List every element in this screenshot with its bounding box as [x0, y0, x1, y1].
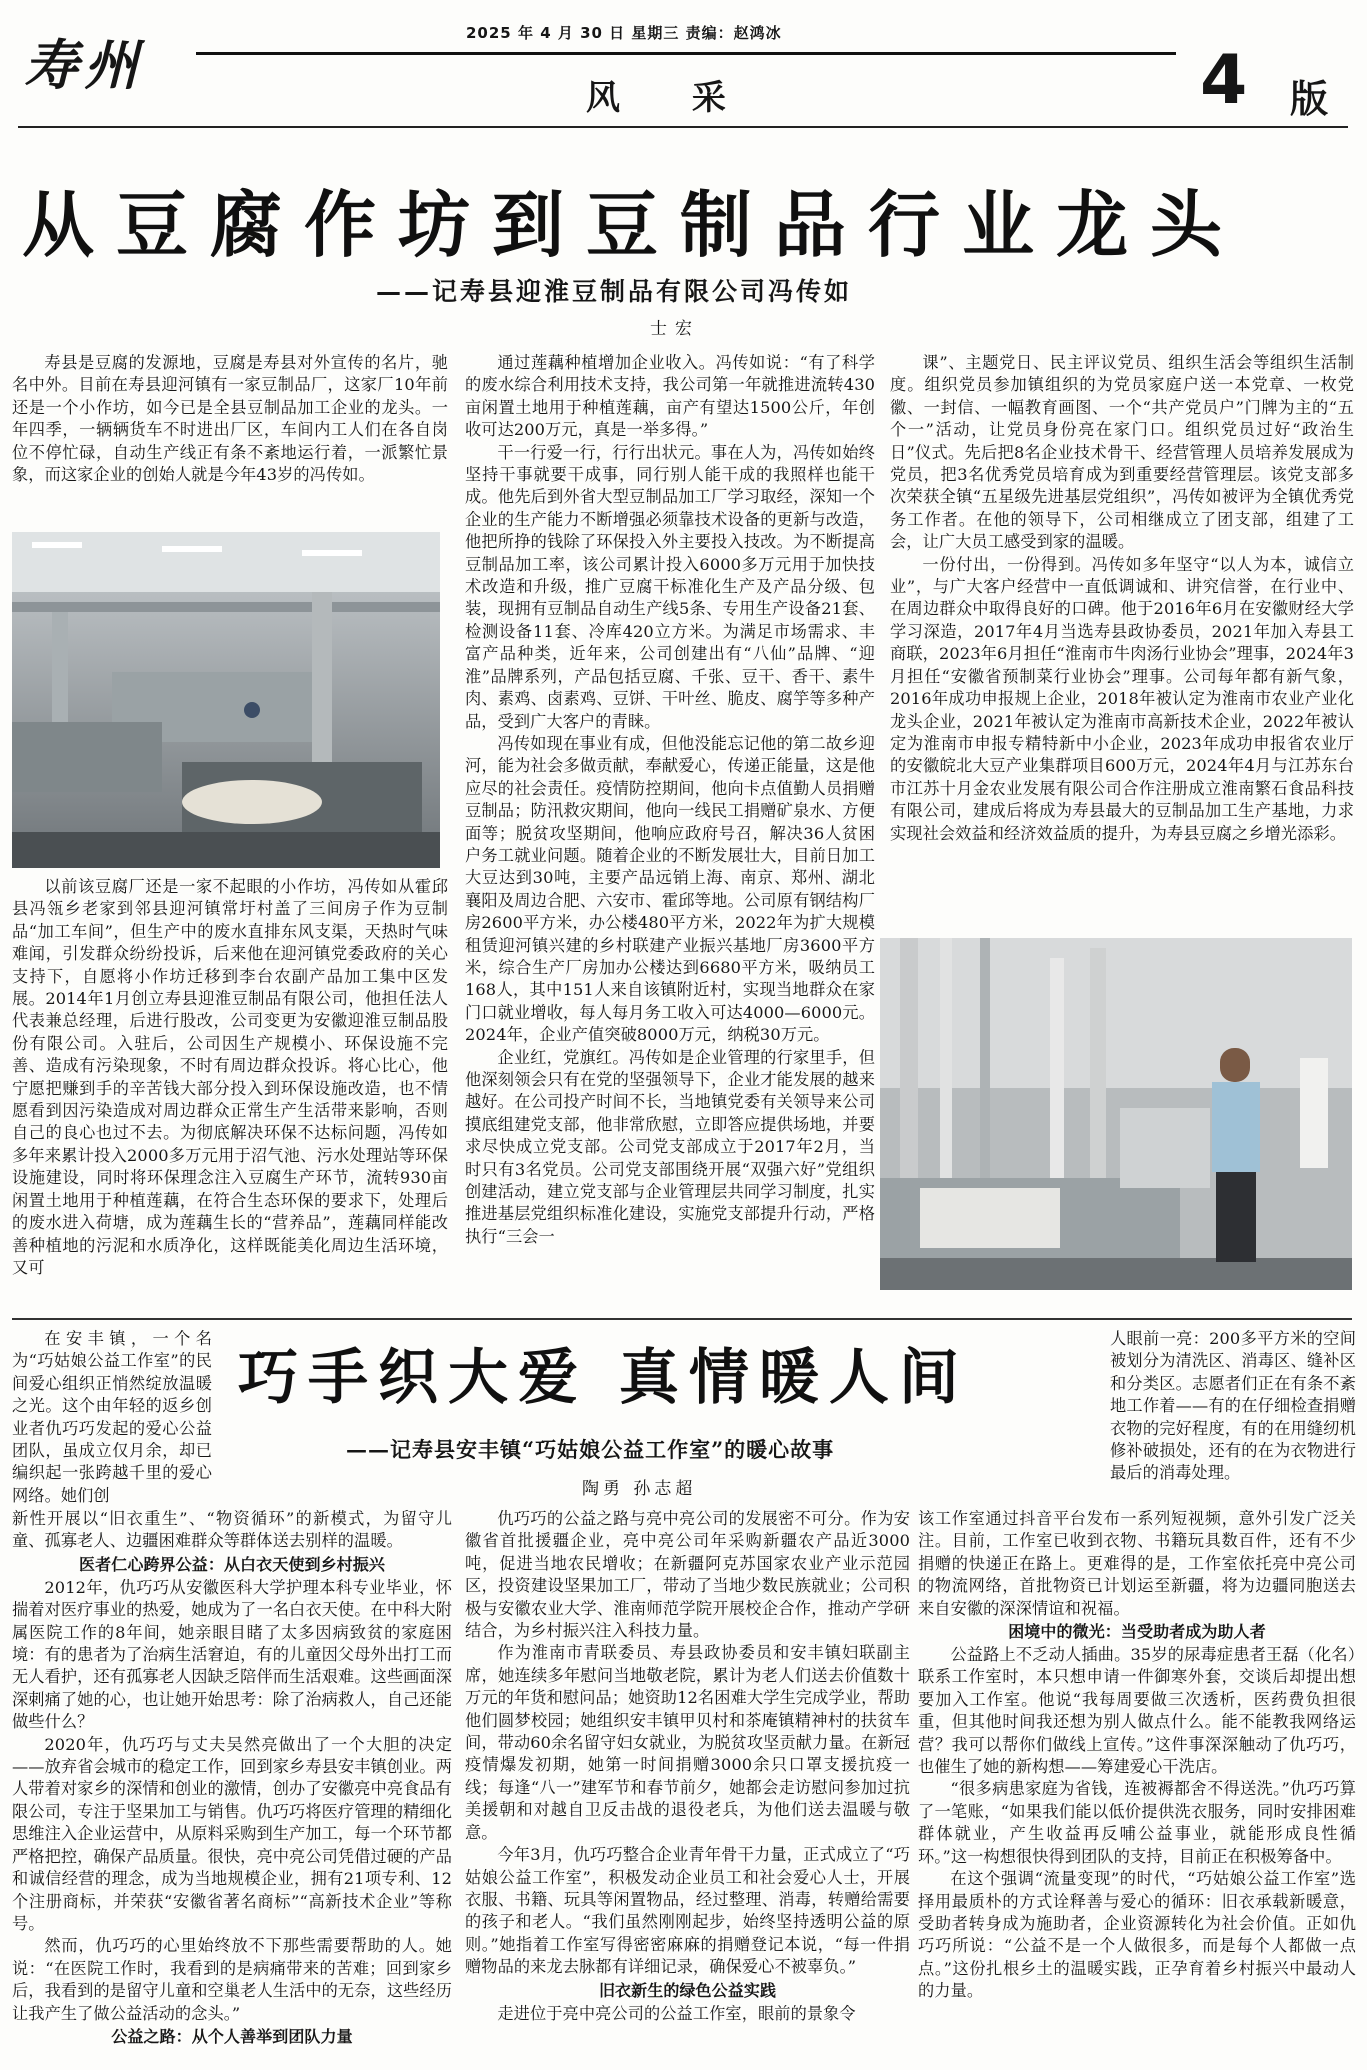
page-number: 4 [1200, 41, 1248, 120]
factory-photo-image [12, 532, 440, 868]
article2-title: 巧手织大爱 真情暖人间 [238, 1343, 969, 1413]
subheading: 旧衣新生的绿色公益实践 [598, 1980, 777, 2000]
paragraph: 作为淮南市青联委员、寿县政协委员和安丰镇妇联副主席，她连续多年慰问当地敬老院，累计为老人们送去价值数十万元的年货和慰问品；她资助12名困难大学生完成学业，帮助他们圆梦校园；她组织安丰镇甲贝村和茶庵镇精神村的扶贫车间，带动60余名留守妇女就业，为脱贫攻坚贡献力量。在新冠疫情爆发初期，她第一时间捐赠3000余只口罩支援抗疫一线；每逢“八一”建军节和春节前夕，她都会走访慰问参加过抗美援朝和对越自卫反击战的退役老兵，为他们送去温暖与敬意。 [465, 1643, 910, 1842]
paragraph: 然而，仇巧巧的心里始终放不下那些需要帮助的人。她说：“在医院工作时，我看到的是病痛带来的苦难；回到家乡后，我看到的是留守儿童和空巢老人生活中的无奈，这些经历让我产生了做公益活动的念头。” [12, 1936, 452, 2023]
paragraph: 以前该豆腐厂还是一家不起眼的小作坊，冯传如从霍邱县冯瓴乡老家到邻县迎河镇常圩村盖了三间房子作为豆制品“加工车间”，但生产中的废水直排东风支渠，天热时气味难闻，引发群众纷纷投诉，后来他在迎河镇党委政府的关心支持下，自愿将小作坊迁移到李台农副产品加工集中区发展。2014年1月创立寿县迎淮豆制品有限公司，他担任法人代表兼总经理，后进行股改，公司变更为安徽迎淮豆制品股份有限公司。入驻后，公司因生产规模小、环保设施不完善、造成有污染现象，不时有周边群众投诉。将心比心，他宁愿把赚到手的辛苦钱大部分投入到环保设施改造，也不情愿看到因污染造成对周边群众正常生产生活带来影响，否则自己的良心也过不去。为彻底解决环保不达标问题，冯传如多年来累计投入2000多万元用于沼气池、污水处理站等环保设施建设，同时将环保理念注入豆腐生产环节，流转930亩闲置土地用于种植莲藕，在符合生态环保的要求下，处理后的废水进入荷塘，成为莲藕生长的“营养品”，莲藕同样能改善种植地的污泥和水质净化，这样既能美化周边生活环境，又可 [12, 877, 448, 1277]
article1-author: 士宏 [650, 319, 700, 339]
article1-col1-top [12, 352, 448, 530]
paragraph: 一份付出，一份得到。冯传如多年坚守“以人为本，诚信立业”，与广大客户经营中一直低调诚和、讲究信誉，在行业中、在周边群众中取得良好的口碑。他于2016年6月在安徽财经大学学习深造，2017年4月当选寿县政协委员，2021年加入寿县工商联，2023年6月担任“淮南市牛肉汤行业协会”理事，2024年3月担任“安徽省预制菜行业协会”理事。公司每年都有新气象，2016年成功申报规上企业，2018年被认定为淮南市农业产业化龙头企业，2021年被认定为淮南市高新技术企业，2022年被认定为淮南市申报专精特新中小企业，2023年成功申报省农业厅的安徽皖北大豆产业集群项目600万元，2024年4月与江苏东台市江苏十月金农业发展有限公司合作注册成立淮南繁石食品科技有限公司，建成后将成为寿县最大的豆制品加工生产基地，力求实现社会效益和经济效益质的提升，为寿县豆腐之乡增光添彩。 [890, 554, 1354, 843]
article2-col2 [465, 1508, 910, 2064]
masthead-rule [196, 52, 1176, 55]
article1-col2 [465, 352, 875, 1310]
article1-col1-bottom [12, 876, 448, 1310]
paragraph: 干一行爱一行，行行出状元。事在人为，冯传如始终坚持干事就要干成事，同行别人能干成的我照样也能干成。他先后到外省大型豆制品加工厂学习取经，深知一个企业的生产能力不断增强必须靠技术设备的更新与改造，他把所挣的钱除了环保投入外主要投入技改。为不断提高豆制品加工率，该公司累计投入6000多万元用于加快技术改造和升级，推广豆腐干标准化生产及产品分级、包装，现拥有豆制品自动生产线5条、专用生产设备21套、检测设备11套、冷库420立方米。为满足市场需求、丰富产品种类，近年来，公司创建出有“八仙”品牌、“迎淮”品牌系列，产品包括豆腐、千张、豆干、香干、素牛肉、素鸡、卤素鸡、豆饼、干叶丝、脆皮、腐竽等多种产品，受到广大客户的青睐。 [465, 442, 875, 731]
article2-author: 陶勇 孙志超 [582, 1479, 697, 1499]
paragraph: 该工作室通过抖音平台发布一系列短视频，意外引发广泛关注。目前，工作室已收到衣物、书籍玩具数百件，还有不少捐赠的快递正在路上。更难得的是，工作室依托亮中亮公司的物流网络，首批物资已计划运至新疆，将为边疆同胞送去来自安徽的深深情谊和祝福。 [918, 1509, 1356, 1618]
paragraph: 走进位于亮中亮公司的公益工作室，眼前的景象令 [497, 2003, 856, 2023]
paragraph: 企业红，党旗红。冯传如是企业管理的行家里手，但他深刻领会只有在党的坚强领导下，企业才能发展的越来越好。在公司投产时间不长，当地镇党委有关领导来公司摸底组建党支部，他非常欣慰，立即答应提供场地，并要求尽快成立党支部。公司党支部成立于2017年2月，当时只有3名党员。公司党支部围绕开展“双强六好”党组织创建活动，建立党支部与企业管理层共同学习制度，扎实推进基层党组织标准化建设，实施党支部提升行动，严格执行“三会一 [465, 1047, 875, 1246]
subheading: 困境中的微光：当受助者成为助人者 [1008, 1622, 1266, 1642]
paragraph: 人眼前一亮：200多平方米的空间被划分为清洗区、消毒区、缝补区和分类区。志愿者们正在有条不紊地工作着——有的在仔细检查捐赠衣物的完好程度，有的在用缝纫机修补破损处，还有的在为衣物进行最后的消毒处理。 [1110, 1329, 1356, 1483]
article2-left-narrow [12, 1328, 212, 1510]
page-suffix: 版 [1290, 76, 1329, 121]
article2-col1 [12, 1508, 452, 2064]
paragraph: 课”、主题党日、民主评议党员、组织生活会等组织生活制度。组织党员参加镇组织的为党员家庭户送一本党章、一枚党徽、一封信、一幅教育画图、一个“共产党员户”门牌为主的“五个一”活动，让党员身份亮在家门口。组织党员过好“政治生日”仪式。先后把8名企业技术骨干、经营管理人员培养发展成为党员，把3名优秀党员培育成为到重要经营管理层。该党支部多次荣获全镇“五星级先进基层党组织”，冯传如被评为全镇优秀党务工作者。在他的领导下，公司相继成立了团支部，组建了工会，让广大员工感受到家的温暖。 [890, 353, 1354, 552]
logo-text: 寿州 [24, 33, 144, 97]
paragraph: 寿县是豆腐的发源地，豆腐是寿县对外宣传的名片，驰名中外。目前在寿县迎河镇有一家豆制品厂，这家厂10年前还是一个小作坊，如今已是全县豆制品加工企业的龙头。一年四季，一辆辆货车不时进出厂区，车间内工人们在各自岗位不停忙碌，自动生产线正有条不紊地运行着，一派繁忙景象，而这家企业的创始人就是今年43岁的冯传如。 [12, 353, 448, 485]
worker-photo-image [880, 938, 1352, 1290]
paragraph: 在这个强调“流量变现”的时代，“巧姑娘公益工作室”选择用最质朴的方式诠释善与爱心的循环：旧衣承载新暖意，受助者转身成为施助者，企业资源转化为社会价值。正如仇巧巧所说：“公益不是一个人做很多，而是每个人都做一点点。”这份扎根乡土的温暖实践，正孕育着乡村振兴中最动人的力量。 [918, 1869, 1356, 2001]
paragraph: 冯传如现在事业有成，但他没能忘记他的第二故乡迎河，能为社会多做贡献，奉献爱心，传递正能量，这是他应尽的社会责任。疫情防控期间，他向卡点值勤人员捐赠豆制品；防汛救灾期间，他向一线民工捐赠矿泉水、方便面等；脱贫攻坚期间，他响应政府号召，解决36人贫困户务工就业问题。随着企业的不断发展壮大，目前日加工大豆达到30吨，主要产品远销上海、南京、郑州、湖北襄阳及周边合肥、六安市、霍邱等地。公司原有钢结构厂房2600平方米，办公楼480平方米，2022年为扩大规模租赁迎河镇兴建的乡村联建产业振兴基地厂房3600平方米，综合生产厂房加办公楼达到6680平方米，吸纳员工168人，其中151人来自该镇附近村，实现当地群众在家门口就业增收，每人每月务工收入可达4000—6000元。2024年，企业产值突破8000万元，纳税30万元。 [465, 733, 875, 1045]
subheading: 公益之路：从个人善举到团队力量 [111, 2026, 353, 2046]
article1-subtitle: ——记寿县迎淮豆制品有限公司冯传如 [376, 277, 853, 306]
worker-photo [880, 938, 1352, 1290]
article2-subtitle: ——记寿县安丰镇“巧姑娘公益工作室”的暖心故事 [346, 1437, 835, 1462]
paragraph: “很多病患家庭为省钱，连被褥都舍不得送洗。”仇巧巧算了一笔账，“如果我们能以低价提供洗衣服务，同时安排困难群体就业，产生收益再反哺公益事业，就能形成良性循环。”这一构想很快得到团队的支持，目前正在积极筹备中。 [918, 1779, 1356, 1866]
paragraph: 2020年，仇巧巧与丈夫吴然亮做出了一个大胆的决定——放弃省会城市的稳定工作，回到家乡寿县安丰镇创业。两人带着对家乡的深情和创业的激情，创办了安徽亮中亮食品有限公司，专注于坚果加工与销售。仇巧巧将医疗管理的精细化思维注入企业运营中，从原料采购到生产加工，每一个环节都严格把控，确保产品质量。很快，亮中亮公司凭借过硬的产品和诚信经营的理念，成为当地规模企业，拥有21项专利、12个注册商标，并荣获“安徽省著名商标”“高新技术企业”等称号。 [12, 1734, 452, 1933]
paragraph: 今年3月，仇巧巧整合企业青年骨干力量，正式成立了“巧姑娘公益工作室”，积极发动企业员工和社会爱心人士，开展衣服、书籍、玩具等闲置物品，经过整理、消毒，转赠给需要的孩子和老人。“我们虽然刚刚起步，始终坚持透明公益的原则。”她指着工作室写得密密麻麻的捐赠登记本说，“每一件捐赠物品的来龙去脉都有详细记录，确保爱心不被辜负。” [465, 1845, 910, 1977]
article1-title: 从豆腐作坊到豆制品行业龙头 [22, 182, 1245, 267]
subheading: 医者仁心跨界公益：从白衣天使到乡村振兴 [79, 1554, 385, 1574]
paragraph: 新性开展以“旧衣重生”、“物资循环”的新模式，为留守儿童、孤寡老人、边疆困难群众等群体送去别样的温暖。 [12, 1509, 452, 1551]
paragraph: 公益路上不乏动人插曲。35岁的尿毒症患者王磊（化名）联系工作室时，本只想申请一件御寒外套，交谈后却提出想要加入工作室。他说“我每周要做三次透析，医药费负担很重，但其他时间我还想为别人做点什么。能不能教我网络运营？我可以帮你们做线上宣传。”这件事深深触动了仇巧巧，也催生了她的新构想——筹建爱心干洗店。 [918, 1645, 1356, 1777]
date-line: 2025 年 4 月 30 日 星期三 责编：赵鸿冰 [466, 24, 782, 42]
section-name: 风 采 [586, 78, 756, 118]
masthead-logo [24, 30, 184, 100]
paragraph: 2012年，仇巧巧从安徽医科大学护理本科专业毕业，怀揣着对医疗事业的热爱，她成为了一名白衣天使。在中科大附属医院工作的8年间，她亲眼目睹了太多因病致贫的家庭困境：有的患者为了治病生活窘迫，有的儿童因父母外出打工而无人看护，还有孤寡老人因缺乏陪伴而生活艰难。这些画面深深刺痛了她的心，也让她开始思考：除了治病救人，自己还能做些什么？ [12, 1577, 452, 1732]
article2-col3 [918, 1508, 1356, 2064]
paragraph: 通过莲藕种植增加企业收入。冯传如说：“有了科学的废水综合利用技术支持，我公司第一年就推进流转430亩闲置土地用于种植莲藕，亩产有望达1500公斤，年创收可达200万元，真是一举多得。” [465, 353, 875, 440]
header-divider [18, 126, 1348, 128]
paragraph: 仇巧巧的公益之路与亮中亮公司的发展密不可分。作为安徽省首批援疆企业，亮中亮公司年采购新疆农产品近3000吨，促进当地农民增收；在新疆阿克苏国家农业产业示范园区，投资建设坚果加工厂，带动了当地少数民族就业；公司积极与安徽农业大学、淮南师范学院开展校企合作，推动产学研结合，为乡村振兴注入科技力量。 [465, 1509, 910, 1641]
paragraph: 在安丰镇，一个名为“巧姑娘公益工作室”的民间爱心组织正悄然绽放温暖之光。这个由年轻的返乡创业者仇巧巧发起的爱心公益团队，虽成立仅月余，却已编织起一张跨越千里的爱心网络。她们创 [12, 1329, 212, 1505]
factory-photo [12, 532, 440, 868]
article2-right-narrow [1110, 1328, 1356, 1510]
article-divider [12, 1318, 1352, 1320]
article1-col3 [890, 352, 1354, 934]
